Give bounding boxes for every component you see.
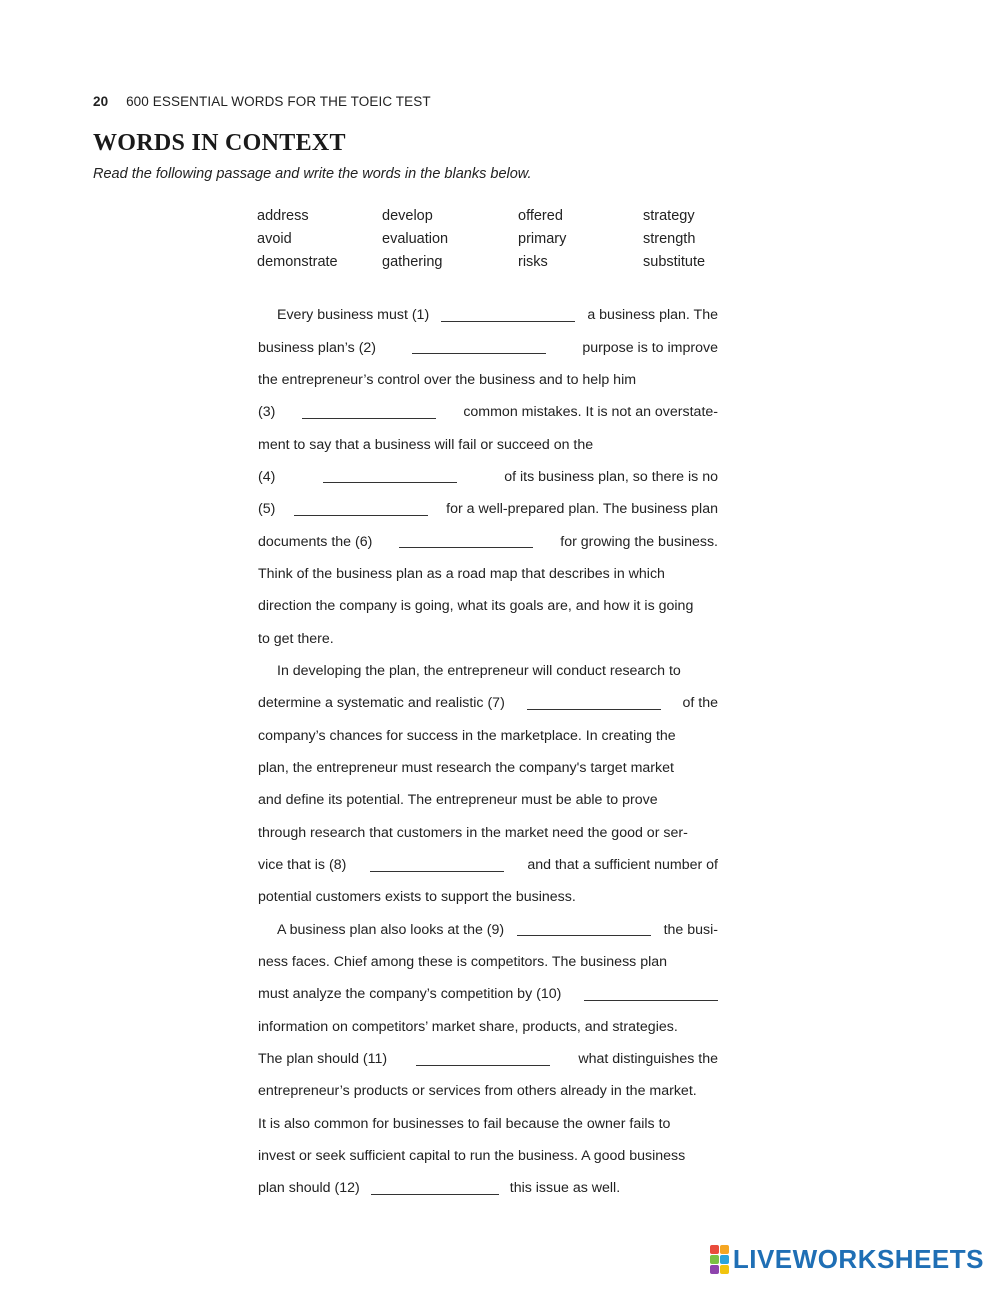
line-text: documents the (6) xyxy=(258,533,373,550)
line-text: determine a systematic and realistic (7) xyxy=(258,695,505,712)
logo-mark-icon xyxy=(710,1245,729,1274)
line-text: the busi- xyxy=(663,921,718,938)
line-text: and that a sufficient number of xyxy=(527,857,718,874)
passage-line xyxy=(258,849,718,881)
passage-line xyxy=(258,719,718,751)
passage-line xyxy=(258,525,718,557)
line-text: common mistakes. It is not an overstate- xyxy=(463,404,718,421)
passage-line xyxy=(258,655,718,687)
line-text: information on competitors’ market share, products, and strategies. xyxy=(258,1018,678,1035)
liveworksheets-logo[interactable] xyxy=(710,1244,984,1275)
logo-text: LIVEWORKSHEETS xyxy=(732,1244,984,1274)
line-text: business plan’s (2) xyxy=(258,339,377,356)
answer-blank-12[interactable] xyxy=(371,1182,499,1195)
word-bank xyxy=(257,207,723,271)
passage-line xyxy=(258,914,718,946)
word-bank-item: develop xyxy=(382,208,433,224)
answer-blank-2[interactable] xyxy=(412,341,546,354)
line-text: must analyze the company’s competition by (10) xyxy=(258,986,562,1003)
word-bank-item: evaluation xyxy=(382,231,449,247)
word-bank-item: address xyxy=(257,208,309,224)
word-bank-item: offered xyxy=(518,208,563,224)
passage-line xyxy=(258,817,718,849)
line-text: plan, the entrepreneur must research the company's target market xyxy=(258,759,674,776)
answer-blank-1[interactable] xyxy=(441,309,575,322)
answer-blank-11[interactable] xyxy=(416,1053,550,1066)
line-text: of the xyxy=(682,695,718,712)
passage-line xyxy=(258,1172,718,1204)
answer-blank-4[interactable] xyxy=(323,470,457,483)
passage-line xyxy=(258,590,718,622)
line-text: the entrepreneur’s control over the business and to help him xyxy=(258,371,637,388)
line-text: plan should (12) xyxy=(258,1180,360,1197)
line-text: direction the company is going, what its goals are, and how it is going xyxy=(258,598,694,615)
line-text: (4) xyxy=(258,468,276,485)
passage-line xyxy=(258,752,718,784)
passage xyxy=(258,299,718,1205)
answer-blank-10[interactable] xyxy=(584,988,718,1001)
word-bank-item: primary xyxy=(518,231,567,247)
page-header xyxy=(93,94,431,109)
word-bank-item: risks xyxy=(518,254,548,270)
passage-line xyxy=(258,558,718,590)
line-text: to get there. xyxy=(258,630,334,647)
passage-line xyxy=(258,784,718,816)
page-number: 20 xyxy=(93,94,109,109)
passage-line xyxy=(258,331,718,363)
line-text: what distinguishes the xyxy=(578,1051,718,1068)
passage-line xyxy=(258,946,718,978)
line-text: this issue as well. xyxy=(509,1180,621,1197)
line-text: ment to say that a business will fail or succeed on the xyxy=(258,436,594,453)
line-text: A business plan also looks at the (9) xyxy=(277,921,505,938)
answer-blank-8[interactable] xyxy=(370,859,504,872)
passage-line xyxy=(258,622,718,654)
instruction: Read the following passage and write the words in the blanks below. xyxy=(93,166,532,182)
line-text: It is also common for businesses to fail because the owner fails to xyxy=(258,1115,671,1132)
word-bank-item: demonstrate xyxy=(257,254,338,270)
passage-line xyxy=(258,1140,718,1172)
word-bank-item: gathering xyxy=(382,254,443,270)
line-text: through research that customers in the market need the good or ser- xyxy=(258,824,688,841)
answer-blank-6[interactable] xyxy=(399,535,533,548)
passage-line xyxy=(258,1011,718,1043)
line-text: for growing the business. xyxy=(560,533,718,550)
passage-line xyxy=(258,493,718,525)
line-text: vice that is (8) xyxy=(258,857,347,874)
passage-line xyxy=(258,396,718,428)
word-bank-item: strategy xyxy=(643,208,695,224)
book-title: 600 ESSENTIAL WORDS FOR THE TOEIC TEST xyxy=(126,94,431,109)
line-text: a business plan. The xyxy=(587,307,718,324)
line-text: (3) xyxy=(258,404,276,421)
line-text: of its business plan, so there is no xyxy=(504,468,718,485)
line-text: In developing the plan, the entrepreneur will conduct research to xyxy=(277,662,681,679)
passage-line xyxy=(258,428,718,460)
line-text: for a well-prepared plan. The business plan xyxy=(446,501,718,518)
line-text: entrepreneur’s products or services from others already in the market. xyxy=(258,1083,697,1100)
line-text: The plan should (11) xyxy=(258,1051,388,1068)
word-bank-item: substitute xyxy=(643,254,706,270)
line-text: and define its potential. The entrepreneur must be able to prove xyxy=(258,792,658,809)
line-text: Every business must (1) xyxy=(277,307,430,324)
line-text: (5) xyxy=(258,501,276,518)
word-bank-item: strength xyxy=(643,231,696,247)
line-text: purpose is to improve xyxy=(582,339,718,356)
passage-line xyxy=(258,881,718,913)
passage-line xyxy=(258,687,718,719)
passage-line xyxy=(258,1108,718,1140)
line-text: company’s chances for success in the marketplace. In creating the xyxy=(258,727,676,744)
passage-line xyxy=(258,299,718,331)
line-text: ness faces. Chief among these is competitors. The business plan xyxy=(258,954,668,971)
passage-line xyxy=(258,978,718,1010)
answer-blank-3[interactable] xyxy=(302,406,436,419)
passage-line xyxy=(258,461,718,493)
word-bank-item: avoid xyxy=(257,231,292,247)
line-text: invest or seek sufficient capital to run the business. A good business xyxy=(258,1148,686,1165)
line-text: Think of the business plan as a road map that describes in which xyxy=(258,565,665,582)
answer-blank-7[interactable] xyxy=(527,697,661,710)
answer-blank-9[interactable] xyxy=(517,923,651,936)
passage-line xyxy=(258,1075,718,1107)
line-text: potential customers exists to support the business. xyxy=(258,889,576,906)
answer-blank-5[interactable] xyxy=(294,503,428,516)
section-title: WORDS IN CONTEXT xyxy=(93,130,346,156)
passage-line xyxy=(258,1043,718,1075)
passage-line xyxy=(258,364,718,396)
